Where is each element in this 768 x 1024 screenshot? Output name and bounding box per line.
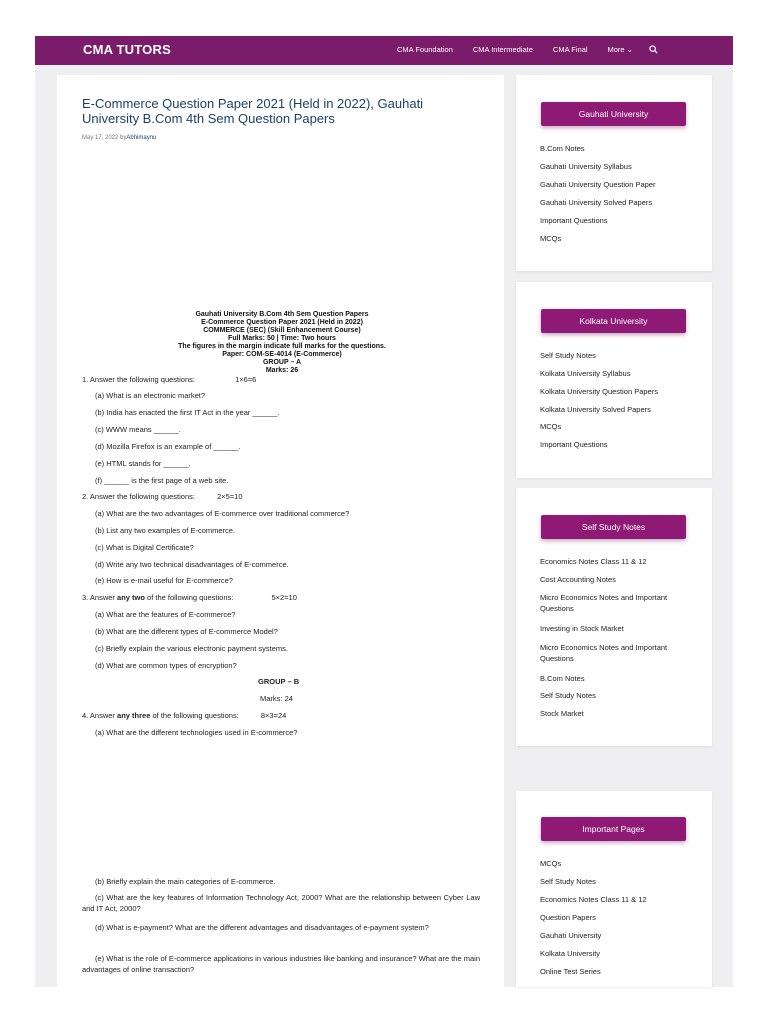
nav-cma-final[interactable]: CMA Final xyxy=(552,45,588,54)
list-item: (b) India has enacted the first IT Act in the year ______. xyxy=(95,408,280,417)
sidebar-link[interactable]: Self Study Notes xyxy=(540,351,596,360)
sidebar-link[interactable]: Question Papers xyxy=(540,913,596,922)
list-item: (a) What are the different technologies used in E-commerce? xyxy=(95,728,298,737)
exam-header-line: GROUP – A xyxy=(262,359,302,366)
group-b-heading: GROUP – B xyxy=(258,677,300,686)
question-label-post: of the following questions: xyxy=(144,593,234,602)
sidebar-link[interactable]: Gauhati University Solved Papers xyxy=(540,198,653,207)
exam-header-line: Gauhati University B.Com 4th Sem Question Papers xyxy=(195,311,369,318)
list-item: (c) WWW means ______. xyxy=(95,425,181,434)
widget-title-gauhati: Gauhati University xyxy=(541,102,686,126)
sidebar-link[interactable]: Gauhati University xyxy=(540,931,602,940)
sidebar-link[interactable]: Kolkata University Syllabus xyxy=(540,369,631,378)
sidebar-link[interactable]: MCQs xyxy=(540,422,562,431)
sidebar-link[interactable]: Investing in Stock Market xyxy=(540,624,624,633)
exam-header-line: Paper: COM-SE-4014 (E-Commerce) xyxy=(222,351,342,358)
question-label-bold: any two xyxy=(117,593,145,602)
sidebar-link[interactable]: Important Questions xyxy=(540,440,608,449)
post-date: May 17, 2022 xyxy=(82,135,119,141)
question-label: 1. Answer the following questions: xyxy=(82,375,195,384)
main-nav xyxy=(397,45,678,56)
question-label: 2. Answer the following questions: xyxy=(82,492,195,501)
list-item: (e) HTML stands for ______. xyxy=(95,459,191,468)
list-item: (a) What are the features of E-commerce? xyxy=(95,610,236,619)
sidebar-link[interactable]: B.Com Notes xyxy=(540,144,585,153)
exam-header xyxy=(82,311,482,375)
list-item: (d) Write any two technical disadvantages of E-commerce. xyxy=(95,560,289,569)
site-brand[interactable]: CMA TUTORS xyxy=(83,42,171,57)
sidebar-link[interactable]: Important Questions xyxy=(540,216,608,225)
question-4 xyxy=(82,711,286,720)
sidebar-link[interactable]: Micro Economics Notes and Important Questions xyxy=(540,643,668,663)
exam-header-line: COMMERCE (SEC) (Skill Enhancement Course) xyxy=(203,327,361,334)
question-marks: 2×5=10 xyxy=(217,492,243,501)
sidebar-link[interactable]: Self Study Notes xyxy=(540,691,596,700)
widget-title-kolkata: Kolkata University xyxy=(541,309,686,333)
nav-cma-foundation[interactable]: CMA Foundation xyxy=(397,45,453,54)
sidebar-link[interactable]: Micro Economics Notes and Important Questions xyxy=(540,593,668,613)
search-icon[interactable] xyxy=(649,45,658,56)
list-item: (c) What are the key features of Information Technology Act, 2000? What are the relationship between Cyber Law and IT Act, 2000? xyxy=(82,893,480,913)
list-item: (d) What are common types of encryption? xyxy=(95,661,237,670)
question-label-pre: 4. Answer xyxy=(82,711,118,720)
list-item: (b) List any two examples of E-commerce. xyxy=(95,526,236,535)
article-meta xyxy=(82,135,156,141)
sidebar-link[interactable]: Gauhati University Syllabus xyxy=(540,162,632,171)
sidebar-link[interactable]: MCQs xyxy=(540,234,562,243)
list-item: (f) ______ is the first page of a web site. xyxy=(95,476,229,485)
sidebar-link[interactable]: Gauhati University Question Paper xyxy=(540,180,656,189)
list-item: (a) What is an electronic market? xyxy=(95,391,206,400)
question-label-bold: any three xyxy=(117,711,151,720)
exam-header-line: The figures in the margin indicate full marks for the questions. xyxy=(178,343,386,350)
question-1 xyxy=(82,375,256,384)
by-label: by xyxy=(120,135,127,141)
question-marks: 1×6=6 xyxy=(235,375,257,384)
question-2 xyxy=(82,492,243,501)
question-label-pre: 3. Answer xyxy=(82,593,118,602)
list-item: (c) What is Digital Certificate? xyxy=(95,543,194,552)
list-item: (b) What are the different types of E-commerce Model? xyxy=(95,627,278,636)
sidebar-link[interactable]: Kolkata University xyxy=(540,949,601,958)
list-item: (e) What is the role of E-commerce applications in various industries like banking and insurance? What are the main advantages of online transaction? xyxy=(82,954,480,974)
widget-title-important-pages: Important Pages xyxy=(541,817,686,841)
question-label-post: of the following questions: xyxy=(150,711,239,720)
list-item: (e) How is e-mail useful for E-commerce? xyxy=(95,576,233,585)
sidebar-link[interactable]: B.Com Notes xyxy=(540,674,585,683)
sidebar-link[interactable]: Kolkata University Question Papers xyxy=(540,387,658,396)
question-3 xyxy=(82,593,297,602)
exam-header-line: Full Marks: 50 | Time: Two hours xyxy=(228,335,336,342)
group-b-marks: Marks: 24 xyxy=(260,694,293,703)
list-item: (d) Mozilla Firefox is an example of ______. xyxy=(95,442,241,451)
sidebar-link[interactable]: Kolkata University Solved Papers xyxy=(540,405,651,414)
nav-cma-intermediate[interactable]: CMA Intermediate xyxy=(472,45,533,54)
exam-header-line: Marks: 26 xyxy=(265,367,299,374)
widget-title-self-study: Self Study Notes xyxy=(541,515,686,539)
sidebar-link[interactable]: Economics Notes Class 11 & 12 xyxy=(540,895,647,904)
top-navbar xyxy=(35,36,733,65)
exam-header-line: E-Commerce Question Paper 2021 (Held in 2022) xyxy=(201,319,363,326)
sidebar-link[interactable]: Self Study Notes xyxy=(540,877,596,886)
nav-more-dropdown[interactable]: More ⌄ xyxy=(607,45,633,54)
question-marks: 5×2=10 xyxy=(271,593,297,602)
sidebar-link[interactable]: Stock Market xyxy=(540,709,584,718)
sidebar-link[interactable]: Economics Notes Class 11 & 12 xyxy=(540,557,647,566)
question-marks: 8×3=24 xyxy=(260,711,287,720)
sidebar-link[interactable]: Cost Accounting Notes xyxy=(540,575,616,584)
list-item: (c) Briefly explain the various electronic payment systems. xyxy=(95,644,288,653)
article-title: E-Commerce Question Paper 2021 (Held in 2022), Gauhati University B.Com 4th Sem Question Papers xyxy=(82,96,424,126)
sidebar-link[interactable]: Online Test Series xyxy=(540,967,601,976)
list-item: (a) What are the two advantages of E-commerce over traditional commerce? xyxy=(95,509,350,518)
list-item: (d) What is e-payment? What are the different advantages and disadvantages of e-payment system? xyxy=(95,923,429,932)
list-item: (b) Briefly explain the main categories of E-commerce. xyxy=(95,877,276,886)
author-link[interactable]: Abhimaynu xyxy=(126,135,157,141)
sidebar-link[interactable]: MCQs xyxy=(540,859,562,868)
